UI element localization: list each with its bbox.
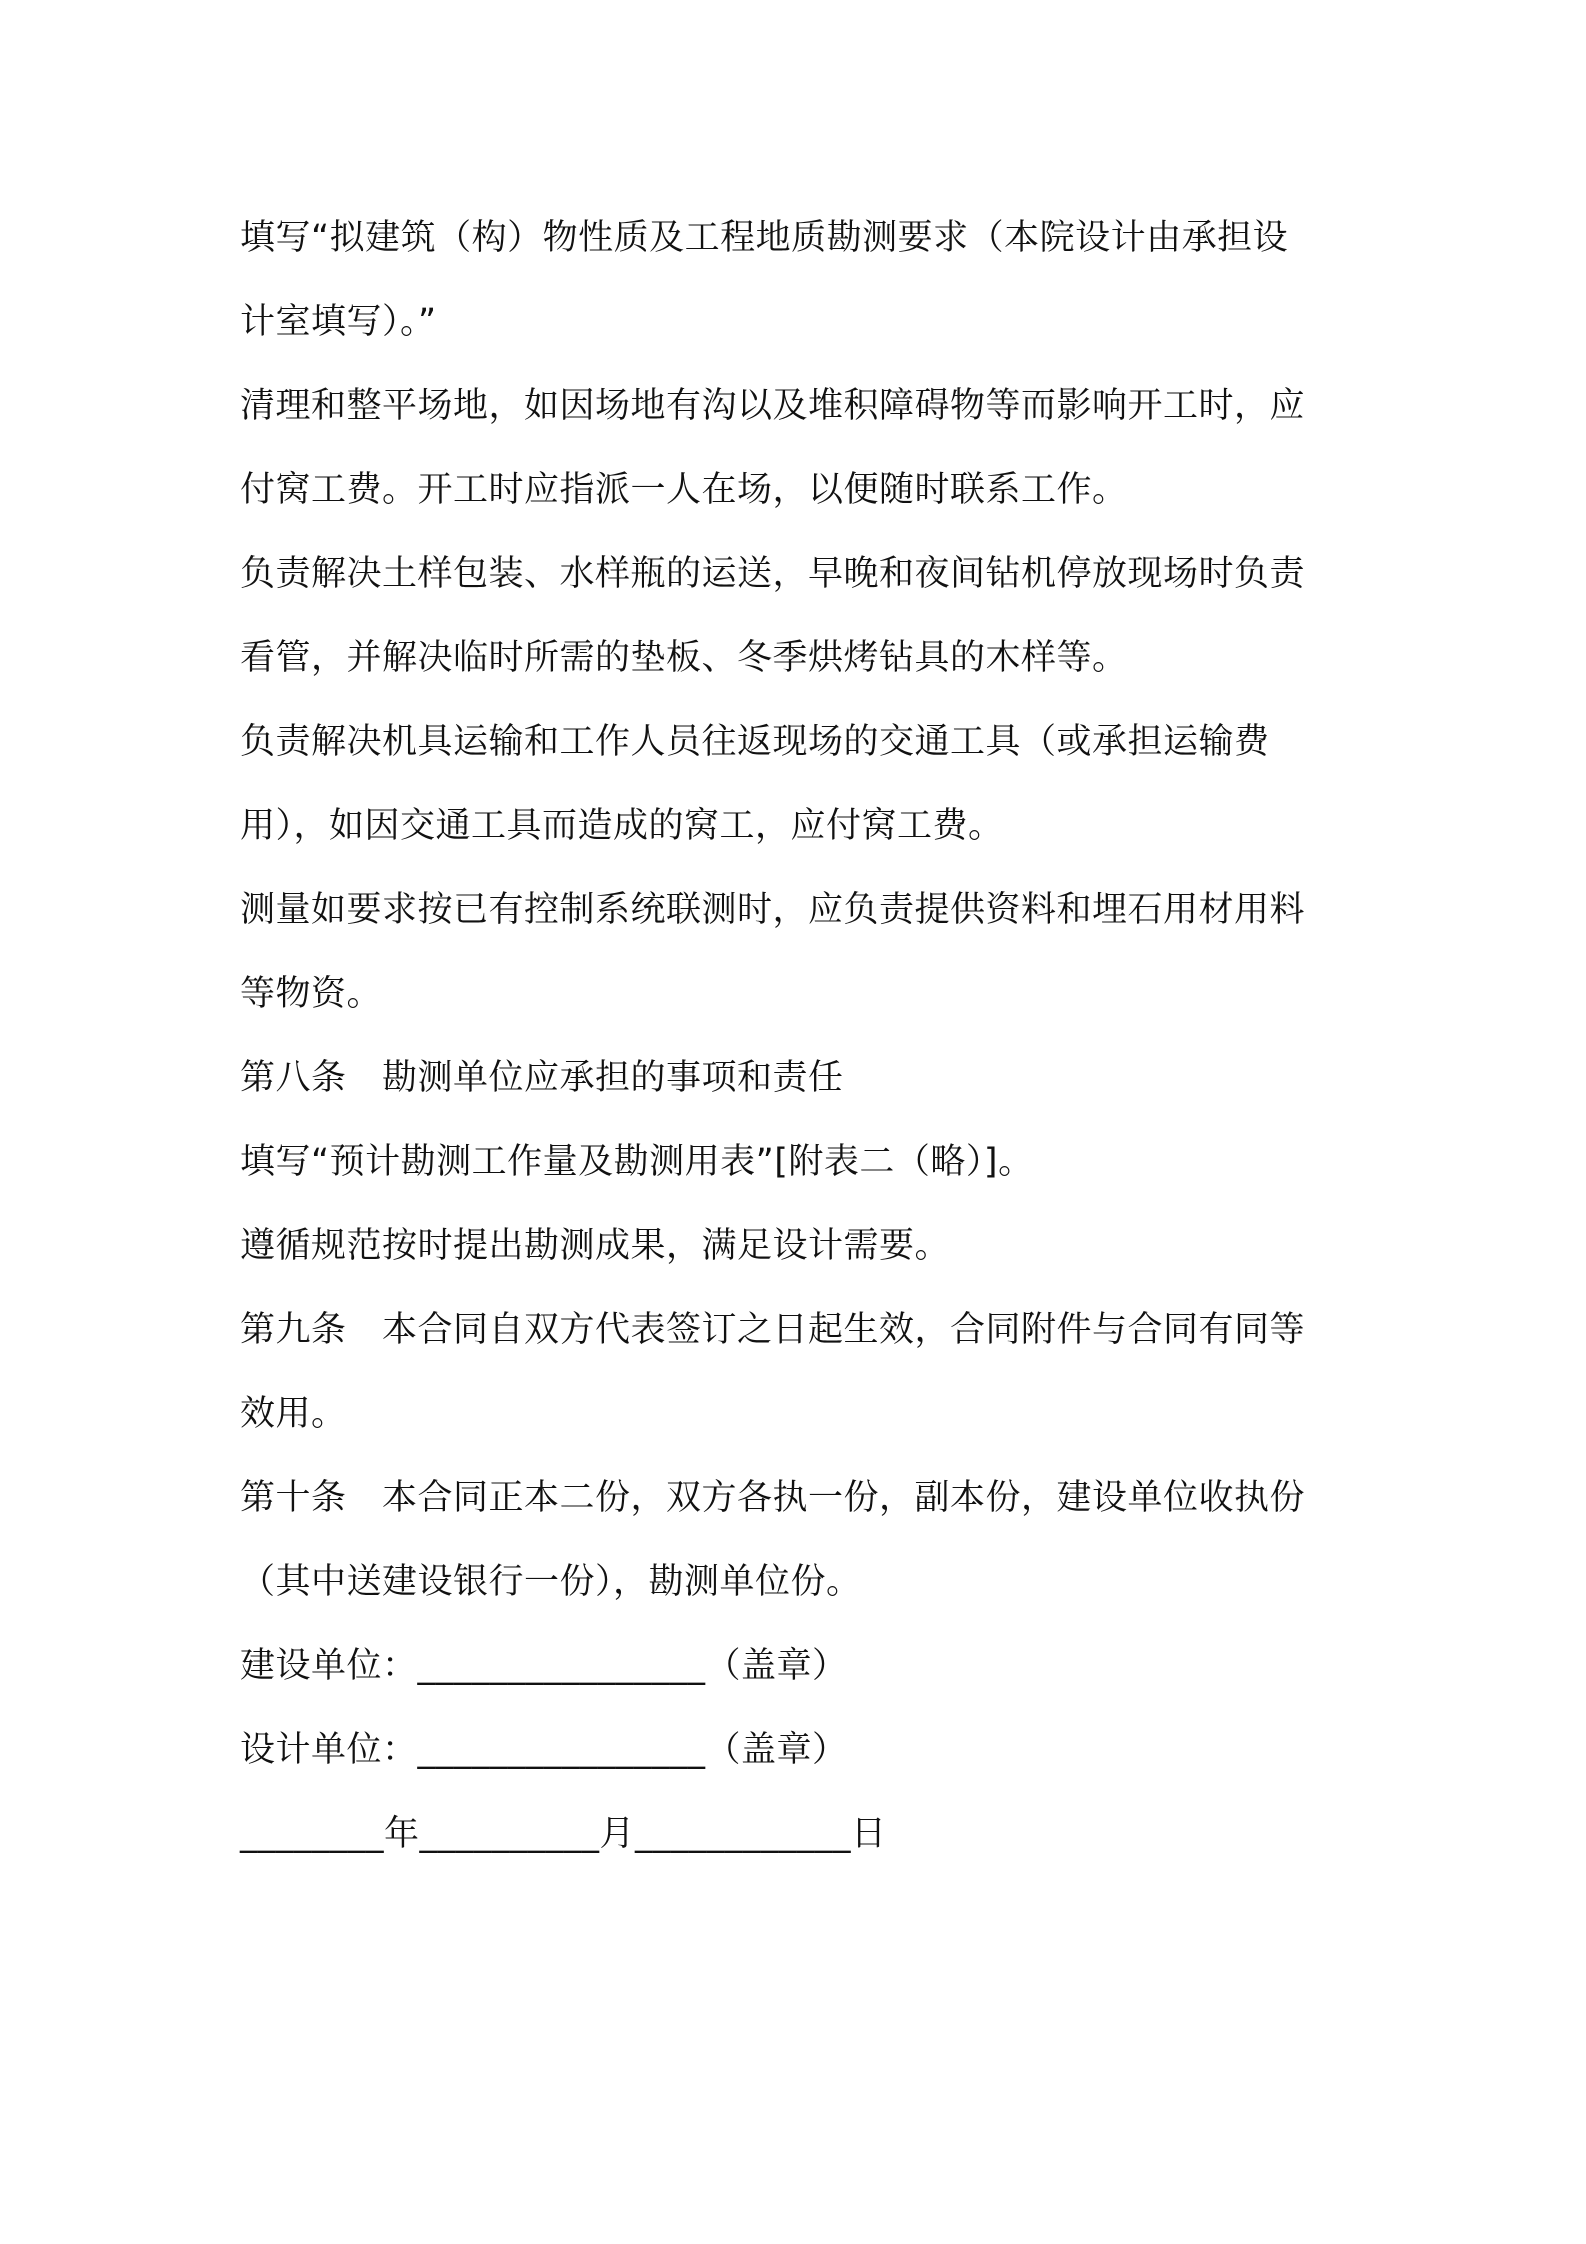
paragraph-line: 负责解决土样包装、水样瓶的运送，早晚和夜间钻机停放现场时负责: [240, 554, 1306, 594]
paragraph-line: （其中送建设银行一份），勘测单位份。: [240, 1562, 862, 1602]
paragraph-line: 填写“拟建筑（构）物性质及工程地质勘测要求（本院设计由承担设: [240, 218, 1289, 258]
paragraph-line: 付窝工费。开工时应指派一人在场，以便随时联系工作。: [240, 470, 1128, 510]
paragraph-line: 遵循规范按时提出勘测成果，满足设计需要。: [240, 1226, 951, 1266]
paragraph-line: 清理和整平场地，如因场地有沟以及堆积障碍物等而影响开工时，应: [240, 386, 1306, 426]
article-heading: 第九条 本合同自双方代表签订之日起生效，合同附件与合同有同等: [240, 1310, 1306, 1350]
document-body: [240, 196, 1360, 1876]
date-field: ________年__________月____________日: [240, 1814, 887, 1854]
paragraph-line: 计室填写）。”: [240, 302, 437, 342]
paragraph-line: 用），如因交通工具而造成的窝工，应付窝工费。: [240, 806, 1004, 846]
paragraph-line: 负责解决机具运输和工作人员往返现场的交通工具（或承担运输费: [240, 722, 1270, 762]
signature-field-design-unit: 设计单位：________________（盖章）: [240, 1730, 848, 1770]
paragraph-line: 测量如要求按已有控制系统联测时，应负责提供资料和埋石用材用料: [240, 890, 1306, 930]
paragraph-line: 填写“预计勘测工作量及勘测用表”[附表二（略）]。: [240, 1142, 1034, 1182]
article-heading: 第十条 本合同正本二份，双方各执一份，副本份，建设单位收执份: [240, 1478, 1306, 1518]
paragraph-line: 等物资。: [240, 974, 383, 1014]
paragraph-line: 看管，并解决临时所需的垫板、冬季烘烤钻具的木样等。: [240, 638, 1128, 678]
paragraph-line: 效用。: [240, 1394, 347, 1434]
signature-field-construction-unit: 建设单位：________________（盖章）: [240, 1646, 848, 1686]
article-heading: 第八条 勘测单位应承担的事项和责任: [240, 1058, 844, 1098]
